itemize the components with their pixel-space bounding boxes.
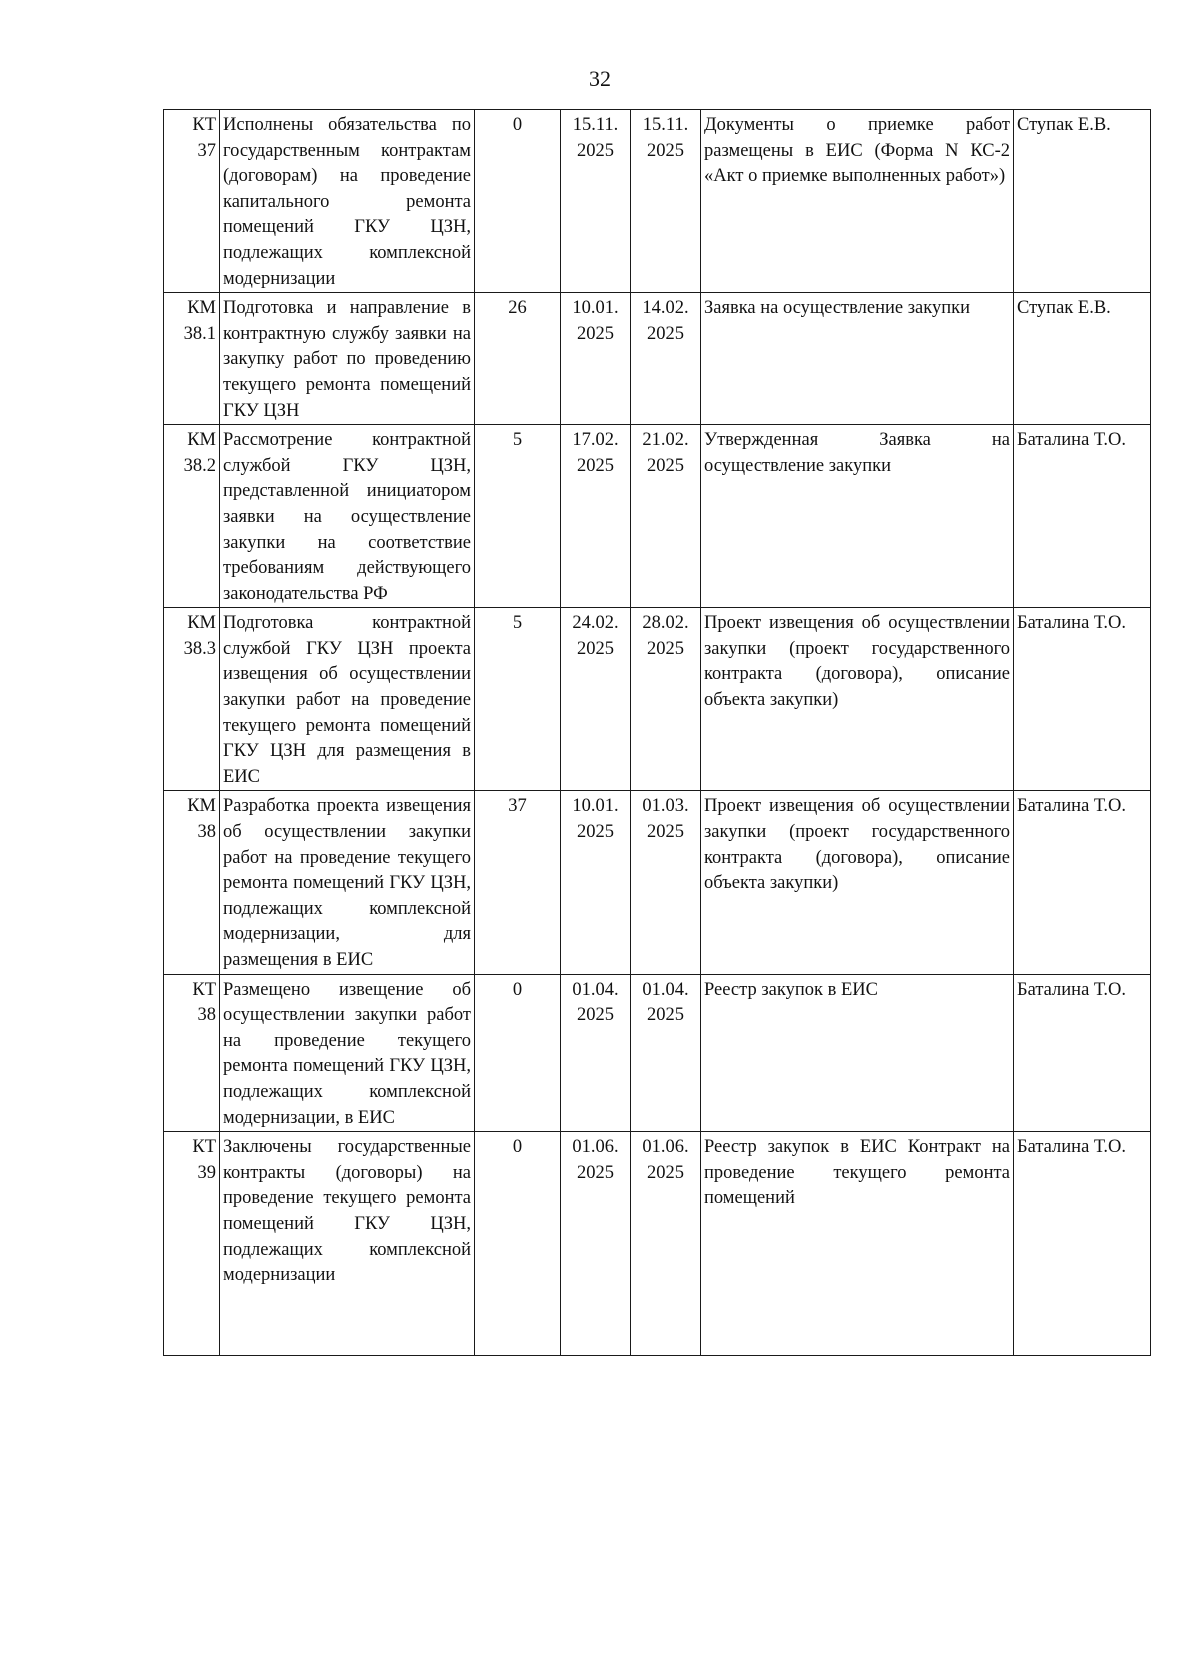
table-row <box>164 293 1151 425</box>
row-name-cell: Заключены государственные контракты (договоры) на проведение текущего ремонта помещений ГКУ ЦЗН, подлежащих комплексной модернизации <box>220 1132 475 1356</box>
row-start-year: 2025 <box>577 638 614 659</box>
row-responsible-cell: Ступак Е.В. <box>1014 110 1151 293</box>
row-result-cell: Заявка на осуществление закупки <box>701 293 1014 425</box>
row-duration-cell: 26 <box>475 293 561 425</box>
row-responsible-cell: Баталина Т.О. <box>1014 974 1151 1132</box>
row-code-cell <box>164 974 220 1132</box>
row-code-number: 38.1 <box>183 323 216 344</box>
row-code-number: 38.3 <box>183 638 216 659</box>
row-start-date-cell <box>561 608 631 791</box>
row-end-date-cell <box>631 293 701 425</box>
row-responsible-cell: Ступак Е.В. <box>1014 293 1151 425</box>
row-start-year: 2025 <box>577 140 614 161</box>
table-row <box>164 608 1151 791</box>
row-end-year: 2025 <box>647 1162 684 1183</box>
row-name-cell: Разработка проекта извещения об осуществлении закупки работ на проведение текущего ремонта помещений ГКУ ЦЗН, подлежащих комплексной модернизации, для размещения в ЕИС <box>220 791 475 974</box>
row-code-cell <box>164 1132 220 1356</box>
row-end-year: 2025 <box>647 822 684 843</box>
row-code-cell <box>164 791 220 974</box>
row-code-prefix: КТ <box>192 1137 216 1158</box>
row-end-year: 2025 <box>647 638 684 659</box>
row-end-date: 01.04. <box>642 979 689 1000</box>
row-start-date-cell <box>561 425 631 608</box>
row-start-year: 2025 <box>577 1162 614 1183</box>
table-row <box>164 974 1151 1132</box>
plan-table <box>163 109 1151 1356</box>
row-result-cell: Проект извещения об осуществлении закупки (проект государственного контракта (договора), описание объекта закупки) <box>701 791 1014 974</box>
row-code-number: 38 <box>197 1005 216 1026</box>
row-code-cell <box>164 293 220 425</box>
row-start-date: 17.02. <box>572 430 619 451</box>
row-name-cell: Подготовка контрактной службой ГКУ ЦЗН проекта извещения об осуществлении закупки работ на проведение текущего ремонта помещений ГКУ ЦЗН для размещения в ЕИС <box>220 608 475 791</box>
row-end-date: 01.03. <box>642 796 689 817</box>
row-name-cell: Размещено извещение об осуществлении закупки работ на проведение текущего ремонта помещений ГКУ ЦЗН, подлежащих комплексной модернизации, в ЕИС <box>220 974 475 1132</box>
row-code-prefix: КМ <box>187 430 216 451</box>
row-end-date-cell <box>631 425 701 608</box>
row-start-date: 10.01. <box>572 796 619 817</box>
row-end-date-cell <box>631 1132 701 1356</box>
row-code-number: 38 <box>197 822 216 843</box>
row-end-date: 15.11. <box>642 115 689 135</box>
row-end-year: 2025 <box>647 455 684 476</box>
row-start-date: 24.02. <box>572 613 619 634</box>
row-start-date-cell <box>561 110 631 293</box>
row-end-date-cell <box>631 608 701 791</box>
row-start-date: 01.06. <box>572 1137 619 1158</box>
row-duration-cell: 5 <box>475 425 561 608</box>
row-responsible-cell: Баталина Т.О. <box>1014 608 1151 791</box>
table-row <box>164 1132 1151 1356</box>
row-code-prefix: КМ <box>187 613 216 634</box>
row-start-year: 2025 <box>577 1005 614 1026</box>
row-code-prefix: КТ <box>192 115 216 135</box>
row-responsible-cell: Баталина Т.О. <box>1014 1132 1151 1356</box>
row-code-prefix: КТ <box>192 979 216 1000</box>
row-end-year: 2025 <box>647 140 684 161</box>
row-result-cell: Утвержденная Заявка на осуществление закупки <box>701 425 1014 608</box>
row-duration-cell: 0 <box>475 974 561 1132</box>
row-result-cell: Проект извещения об осуществлении закупки (проект государственного контракта (договора), описание объекта закупки) <box>701 608 1014 791</box>
row-start-date: 01.04. <box>572 979 619 1000</box>
row-end-date-cell <box>631 791 701 974</box>
row-start-date-cell <box>561 791 631 974</box>
row-code-number: 39 <box>197 1162 216 1183</box>
row-name-cell: Исполнены обязательства по государственным контрактам (договорам) на проведение капитального ремонта помещений ГКУ ЦЗН, подлежащих комплексной модернизации <box>220 110 475 293</box>
row-result-cell: Реестр закупок в ЕИС <box>701 974 1014 1132</box>
row-end-date: 21.02. <box>642 430 689 451</box>
row-end-date: 01.06. <box>642 1137 689 1158</box>
row-responsible-cell: Баталина Т.О. <box>1014 425 1151 608</box>
row-end-year: 2025 <box>647 1005 684 1026</box>
page-number: 32 <box>589 66 611 91</box>
row-code-number: 38.2 <box>183 455 216 476</box>
row-duration-cell: 5 <box>475 608 561 791</box>
row-code-cell <box>164 110 220 293</box>
row-end-date: 14.02. <box>642 298 689 319</box>
row-start-date: 15.11. <box>572 115 619 135</box>
row-name-cell: Подготовка и направление в контрактную службу заявки на закупку работ по проведению текущего ремонта помещений ГКУ ЦЗН <box>220 293 475 425</box>
row-start-date-cell <box>561 1132 631 1356</box>
row-end-date-cell <box>631 110 701 293</box>
row-end-date: 28.02. <box>642 613 689 634</box>
row-code-prefix: КМ <box>187 796 216 817</box>
row-code-cell <box>164 608 220 791</box>
row-start-date-cell <box>561 293 631 425</box>
row-start-year: 2025 <box>577 822 614 843</box>
row-start-year: 2025 <box>577 455 614 476</box>
row-result-cell: Реестр закупок в ЕИС Контракт на проведение текущего ремонта помещений <box>701 1132 1014 1356</box>
row-end-year: 2025 <box>647 323 684 344</box>
row-start-date: 10.01. <box>572 298 619 319</box>
row-duration-cell: 0 <box>475 1132 561 1356</box>
row-responsible-cell: Баталина Т.О. <box>1014 791 1151 974</box>
table-row <box>164 791 1151 974</box>
row-name-cell: Рассмотрение контрактной службой ГКУ ЦЗН, представленной инициатором заявки на осуществление закупки на соответствие требованиям действующего законодательства РФ <box>220 425 475 608</box>
row-code-prefix: КМ <box>187 298 216 319</box>
row-duration-cell: 37 <box>475 791 561 974</box>
row-code-number: 37 <box>197 140 216 161</box>
row-start-date-cell <box>561 974 631 1132</box>
row-result-cell: Документы о приемке работ размещены в ЕИС (Форма N КС-2 «Акт о приемке выполненных работ») <box>701 110 1014 293</box>
row-code-cell <box>164 425 220 608</box>
row-duration-cell: 0 <box>475 110 561 293</box>
table-row <box>164 425 1151 608</box>
row-end-date-cell <box>631 974 701 1132</box>
table-row <box>164 110 1151 293</box>
row-start-year: 2025 <box>577 323 614 344</box>
